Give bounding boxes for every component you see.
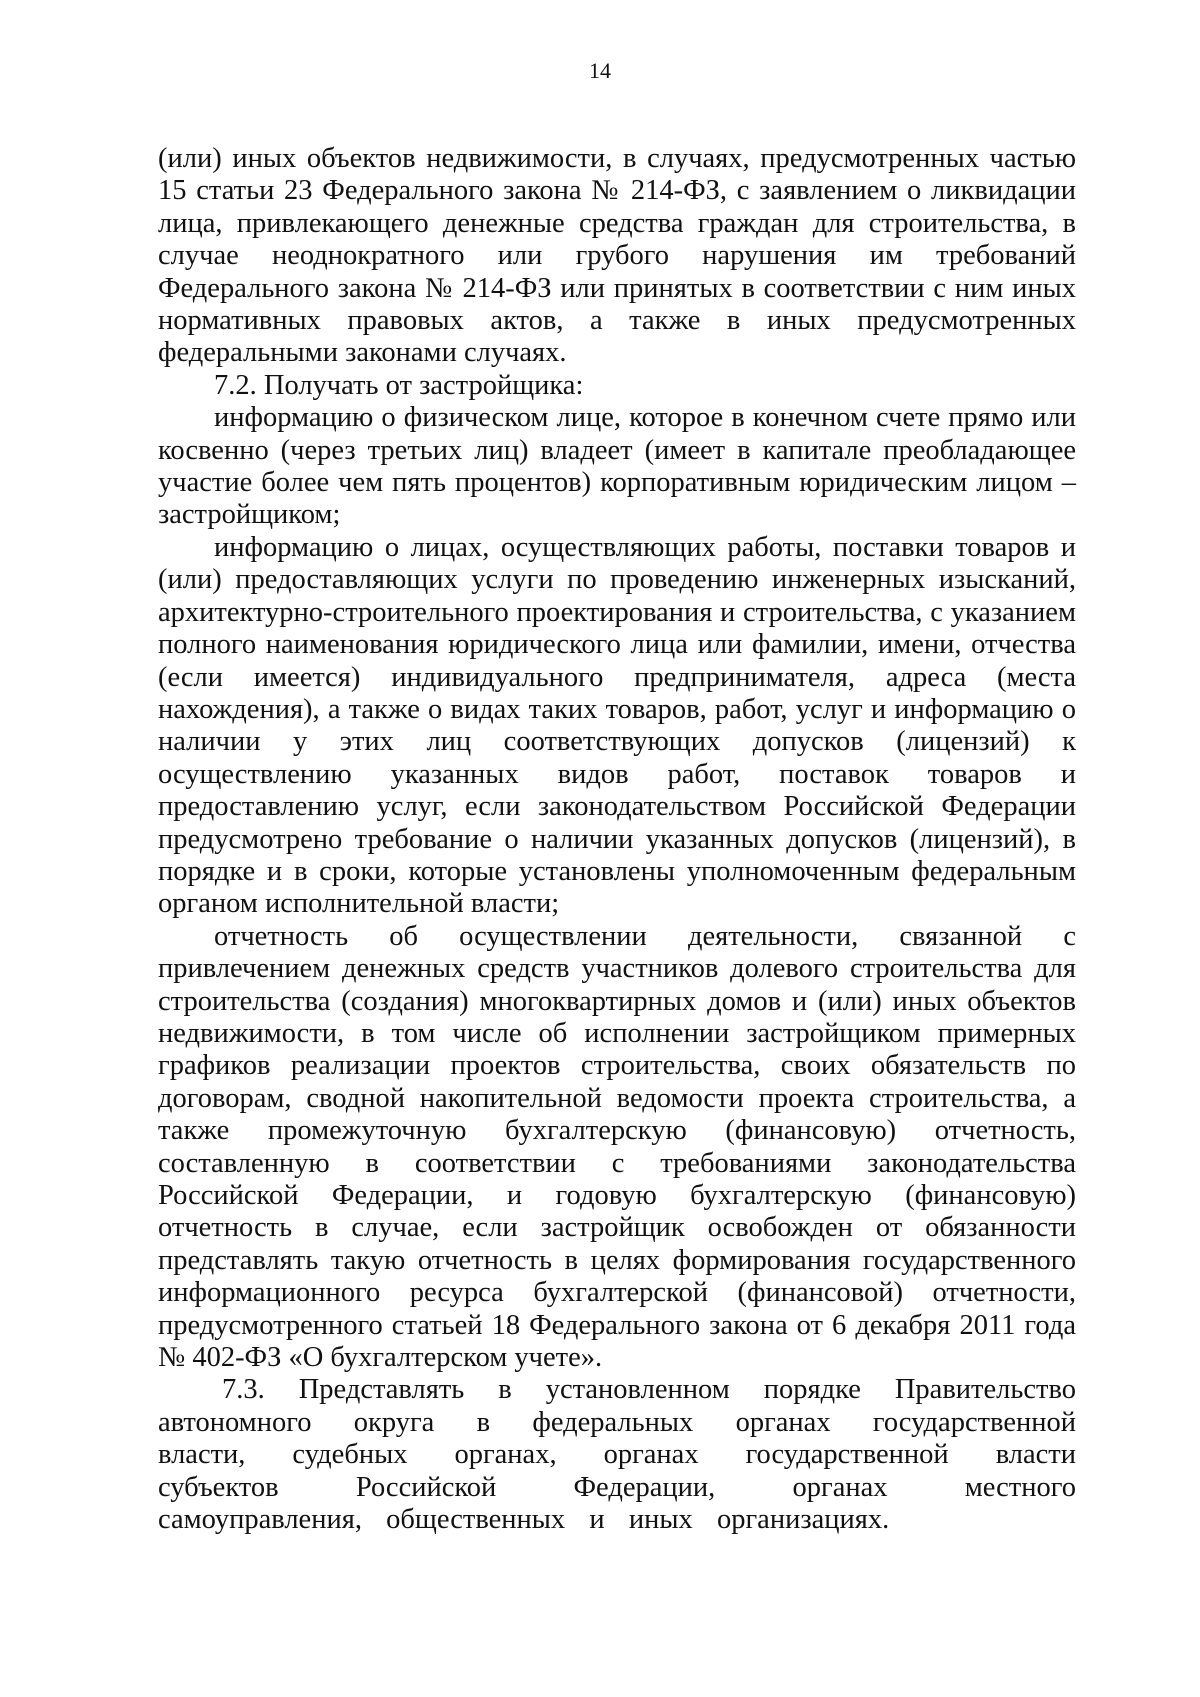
paragraph-continuation: (или) иных объектов недвижимости, в случаях, предусмотренных частью 15 статьи 23 Федерального закона № 214-ФЗ, с заявлением о ликвидации лица, привлекающего денежные средства граждан для строительства, в случае неоднократного или грубого нарушения им требований Федерального закона № 214-ФЗ или принятых в соответствии с ним иных нормативных правовых актов, а также в иных предусмотренных федеральными законами случаях. [158, 143, 1076, 369]
paragraph-beneficiary-info: информацию о физическом лице, которое в конечном счете прямо или косвенно (через третьих лиц) владеет (имеет в капитале преобладающее участие более чем пять процентов) корпоративным юридическим лицом – застройщиком; [158, 402, 1076, 531]
paragraph-clause-7-2-heading: 7.2. Получать от застройщика: [214, 369, 584, 401]
paragraph-reporting: отчетность об осуществлении деятельности, связанной с привлечением денежных средств участников долевого строительства для строительства (создания) многоквартирных домов и (или) иных объектов недвижимости, в том числе об исполнении застройщиком примерных графиков реализации проектов строительства, своих обязательств по договорам, сводной накопительной ведомости проекта строительства, а также промежуточную бухгалтерскую (финансовую) отчетность, составленную в соответствии с требованиями законодательства Российской Федерации, и годовую бухгалтерскую (финансовую) отчетность в случае, если застройщик освобожден от обязанности представлять такую отчетность в целях формирования государственного информационного ресурса бухгалтерской (финансовой) отчетности, предусмотренного статьей 18 Федерального закона от 6 декабря 2011 года № 402-ФЗ «О бухгалтерском учете». [158, 920, 1076, 1374]
document-body [158, 143, 1076, 1536]
paragraph-clause-7-3: 7.3. Представлять в установленном порядке Правительство автономного округа в федеральных органах государственной власти, судебных органах, органах государственной власти субъектов Российской Федерации, органах местного самоуправления, общественных и иных организациях. [158, 1374, 1076, 1536]
paragraph-contractors-info: информацию о лицах, осуществляющих работы, поставки товаров и (или) предоставляющих услуги по проведению инженерных изысканий, архитектурно-строительного проектирования и строительства, с указанием полного наименования юридического лица или фамилии, имени, отчества (если имеется) индивидуального предпринимателя, адреса (места нахождения), а также о видах таких товаров, работ, услуг и информацию о наличии у этих лиц соответствующих допусков (лицензий) к осуществлению указанных видов работ, поставок товаров и предоставлению услуг, если законодательством Российской Федерации предусмотрено требование о наличии указанных допусков (лицензий), в порядке и в сроки, которые установлены уполномоченным федеральным органом исполнительной власти; [158, 531, 1076, 920]
page-number: 14 [589, 58, 611, 83]
